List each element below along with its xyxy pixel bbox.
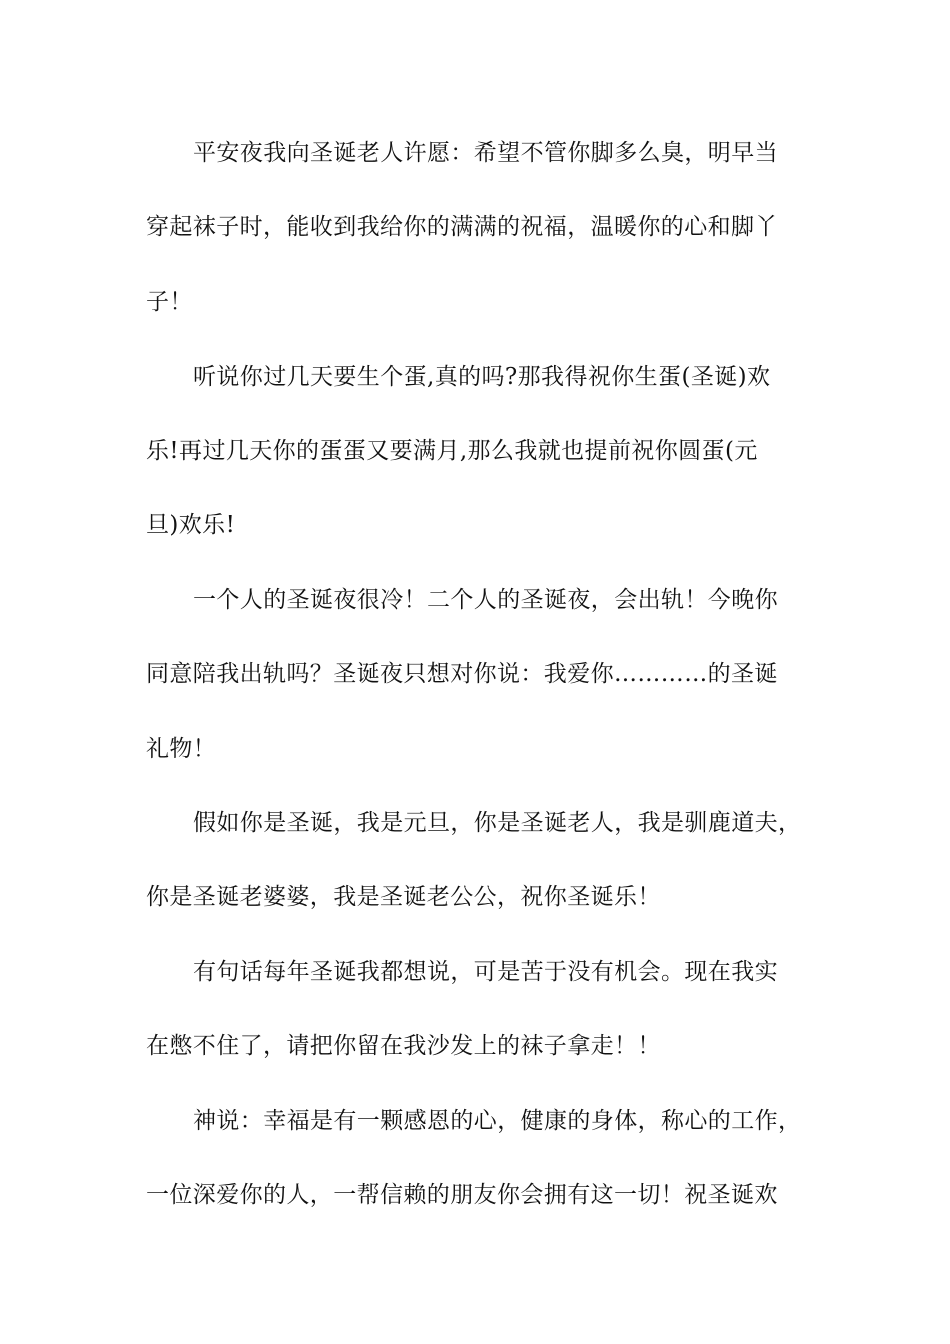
paragraph-3-line-1: 一个人的圣诞夜很冷！二个人的圣诞夜，会出轨！今晚你 bbox=[193, 587, 778, 613]
paragraph-1-line-3: 子！ bbox=[146, 289, 193, 315]
paragraph-6-line-2: 一位深爱你的人，一帮信赖的朋友你会拥有这一切！祝圣诞欢 bbox=[146, 1182, 778, 1208]
paragraph-2-line-3: 旦)欢乐! bbox=[146, 512, 236, 538]
paragraph-4-line-2: 你是圣诞老婆婆，我是圣诞老公公，祝你圣诞乐！ bbox=[146, 884, 661, 910]
paragraph-3-line-3: 礼物！ bbox=[146, 736, 217, 762]
paragraph-2-line-2: 乐!再过几天你的蛋蛋又要满月,那么我就也提前祝你圆蛋(元 bbox=[146, 438, 758, 464]
paragraph-1-line-1: 平安夜我向圣诞老人许愿：希望不管你脚多么臭，明早当 bbox=[193, 140, 778, 166]
paragraph-4-line-1: 假如你是圣诞，我是元旦，你是圣诞老人，我是驯鹿道夫， bbox=[193, 810, 802, 836]
paragraph-2-line-1: 听说你过几天要生个蛋,真的吗?那我得祝你生蛋(圣诞)欢 bbox=[193, 364, 771, 390]
paragraph-3-line-2: 同意陪我出轨吗？圣诞夜只想对你说：我爱你…………的圣诞 bbox=[146, 661, 778, 687]
paragraph-1-line-2: 穿起袜子时，能收到我给你的满满的祝福，温暖你的心和脚丫 bbox=[146, 214, 778, 240]
paragraph-5-line-2: 在憋不住了，请把你留在我沙发上的袜子拿走！！ bbox=[146, 1033, 661, 1059]
paragraph-5-line-1: 有句话每年圣诞我都想说，可是苦于没有机会。现在我实 bbox=[193, 959, 778, 985]
paragraph-6-line-1: 神说：幸福是有一颗感恩的心，健康的身体，称心的工作， bbox=[193, 1108, 802, 1134]
